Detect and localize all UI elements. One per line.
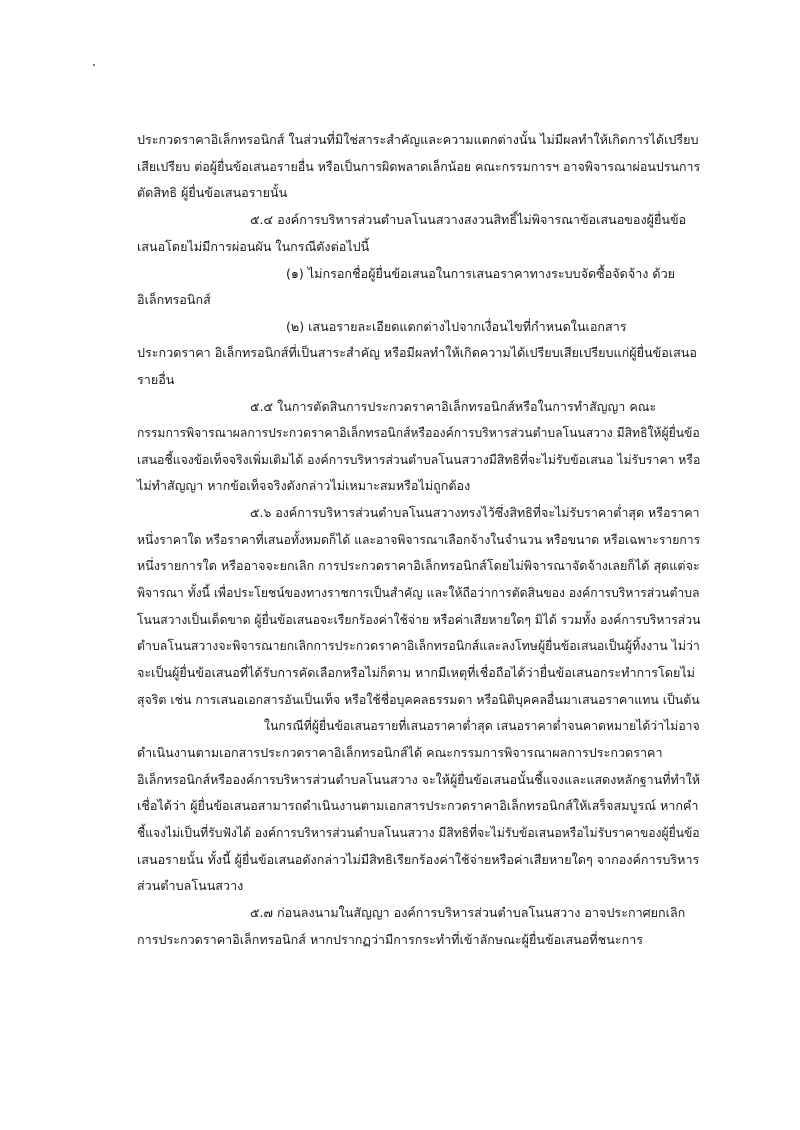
text-line: โนนสวางเป็นเด็ดขาด ผู้ยื่นข้อเสนอจะเรียกร้องค่าใช้จ่าย หรือค่าเสียหายใดๆ มิได้ รวมทั้ง องค์การบริหารส่วน bbox=[137, 612, 701, 627]
text-line: อิเล็กทรอนิกส์ bbox=[137, 292, 211, 307]
text-line: ๕.๗ ก่อนลงนามในสัญญา องค์การบริหารส่วนตำบลโนนสวาง อาจประกาศยกเลิก bbox=[250, 905, 686, 920]
text-line: ส่วนตำบลโนนสวาง bbox=[137, 878, 244, 893]
text-line: (๒) เสนอรายละเอียดแตกต่างไปจากเงื่อนไขที่กำหนดในเอกสาร bbox=[286, 319, 627, 334]
text-line: (๑) ไม่กรอกชื่อผู้ยื่นข้อเสนอในการเสนอราคาทางระบบจัดซื้อจัดจ้าง ด้วย bbox=[286, 266, 676, 281]
text-line: ๕.๕ ในการตัดสินการประกวดราคาอิเล็กทรอนิกส์หรือในการทำสัญญา คณะ bbox=[250, 399, 657, 414]
text-line: อิเล็กทรอนิกส์หรือองค์การบริหารส่วนตำบลโนนสวาง จะให้ผู้ยื่นข้อเสนอนั้นชี้แจงและแสดงหลักฐานที่ทำให้ bbox=[137, 772, 701, 787]
text-line: ประกวดราคาอิเล็กทรอนิกส์ ในส่วนที่มิใช่สาระสำคัญและความแตกต่างนั้น ไม่มีผลทำให้เกิดการได้เปรียบ bbox=[137, 132, 699, 147]
text-line: เสียเปรียบ ต่อผู้ยื่นข้อเสนอรายอื่น หรือเป็นการผิดพลาดเล็กน้อย คณะกรรมการฯ อาจพิจารณาผ่อนปรนการ bbox=[137, 159, 701, 174]
text-line: หนึ่งรายการใด หรืออาจจะยกเลิก การประกวดราคาอิเล็กทรอนิกส์โดยไม่พิจารณาจัดจ้างเลยก็ได้ สุดแต่จะ bbox=[137, 558, 700, 573]
text-line: ตำบลโนนสวางจะพิจารณายกเลิกการประกวดราคาอิเล็กทรอนิกส์และลงโทษผู้ยื่นข้อเสนอเป็นผู้ทิ้งงาน ไม่ว่า bbox=[137, 638, 700, 653]
text-line: หนึ่งราคาใด หรือราคาที่เสนอทั้งหมดก็ได้ และอาจพิจารณาเลือกจ้างในจำนวน หรือขนาด หรือเฉพาะรายการ bbox=[137, 532, 701, 547]
text-line: ประกวดราคา อิเล็กทรอนิกส์ที่เป็นสาระสำคัญ หรือมีผลทำให้เกิดความได้เปรียบเสียเปรียบแก่ผู้ยื่นข้อเสนอ bbox=[137, 345, 697, 360]
scan-speck bbox=[93, 64, 95, 66]
text-line: เสนอชี้แจงข้อเท็จจริงเพิ่มเติมได้ องค์การบริหารส่วนตำบลโนนสวางมีสิทธิที่จะไม่รับข้อเสนอ ไม่รับราคา หรือ bbox=[137, 452, 701, 467]
text-line: ไม่ทำสัญญา หากข้อเท็จจริงดังกล่าวไม่เหมาะสมหรือไม่ถูกต้อง bbox=[137, 478, 471, 493]
text-line: รายอื่น bbox=[137, 372, 175, 387]
text-line: การประกวดราคาอิเล็กทรอนิกส์ หากปรากฏว่ามีการกระทำที่เข้าลักษณะผู้ยื่นข้อเสนอที่ชนะการ bbox=[137, 932, 644, 947]
text-line: สุจริต เช่น การเสนอเอกสารอันเป็นเท็จ หรือใช้ชื่อบุคคลธรรมดา หรือนิติบุคคลอื่นมาเสนอราคาแทน เป็นต้น bbox=[137, 692, 700, 707]
text-line: ในกรณีที่ผู้ยื่นข้อเสนอรายที่เสนอราคาต่ำสุด เสนอราคาต่ำจนคาดหมายได้ว่าไม่อาจ bbox=[264, 718, 700, 733]
text-line: กรรมการพิจารณาผลการประกวดราคาอิเล็กทรอนิกส์หรือองค์การบริหารส่วนตำบลโนนสวาง มีสิทธิให้ผู้ยื่นข้อ bbox=[137, 425, 700, 440]
text-line: ตัดสิทธิ ผู้ยื่นข้อเสนอรายนั้น bbox=[137, 185, 288, 200]
text-line: พิจารณา ทั้งนี้ เพื่อประโยชน์ของทางราชการเป็นสำคัญ และให้ถือว่าการตัดสินของ องค์การบริหารส่วนตำบล bbox=[137, 585, 700, 600]
text-line: เชื่อได้ว่า ผู้ยื่นข้อเสนอสามารถดำเนินงานตามเอกสารประกวดราคาอิเล็กทรอนิกส์ให้เสร็จสมบูรณ์ หากคำ bbox=[137, 798, 699, 813]
text-line: เสนอรายนั้น ทั้งนี้ ผู้ยื่นข้อเสนอดังกล่าวไม่มีสิทธิเรียกร้องค่าใช้จ่ายหรือค่าเสียหายใดๆ จากองค์การบริหาร bbox=[137, 852, 700, 867]
text-line: ๕.๖ องค์การบริหารส่วนตำบลโนนสวางทรงไว้ซึ่งสิทธิที่จะไม่รับราคาต่ำสุด หรือราคา bbox=[250, 505, 700, 520]
text-line: ๕.๔ องค์การบริหารส่วนตำบลโนนสวางสงวนสิทธิ์ไม่พิจารณาข้อเสนอของผู้ยื่นข้อ bbox=[250, 212, 687, 227]
text-line: เสนอโดยไม่มีการผ่อนผัน ในกรณีดังต่อไปนี้ bbox=[137, 239, 370, 254]
text-line: ดำเนินงานตามเอกสารประกวดราคาอิเล็กทรอนิกส์ได้ คณะกรรมการพิจารณาผลการประกวดราคา bbox=[137, 745, 663, 760]
text-line: จะเป็นผู้ยื่นข้อเสนอที่ได้รับการคัดเลือกหรือไม่ก็ตาม หากมีเหตุที่เชื่อถือได้ว่ายื่นข้อเสนอกระทำการโดยไม่ bbox=[137, 665, 695, 680]
text-line: ชี้แจงไม่เป็นที่รับฟังได้ องค์การบริหารส่วนตำบลโนนสวาง มีสิทธิที่จะไม่รับข้อเสนอหรือไม่รับราคาของผู้ยื่นข้อ bbox=[137, 825, 700, 840]
